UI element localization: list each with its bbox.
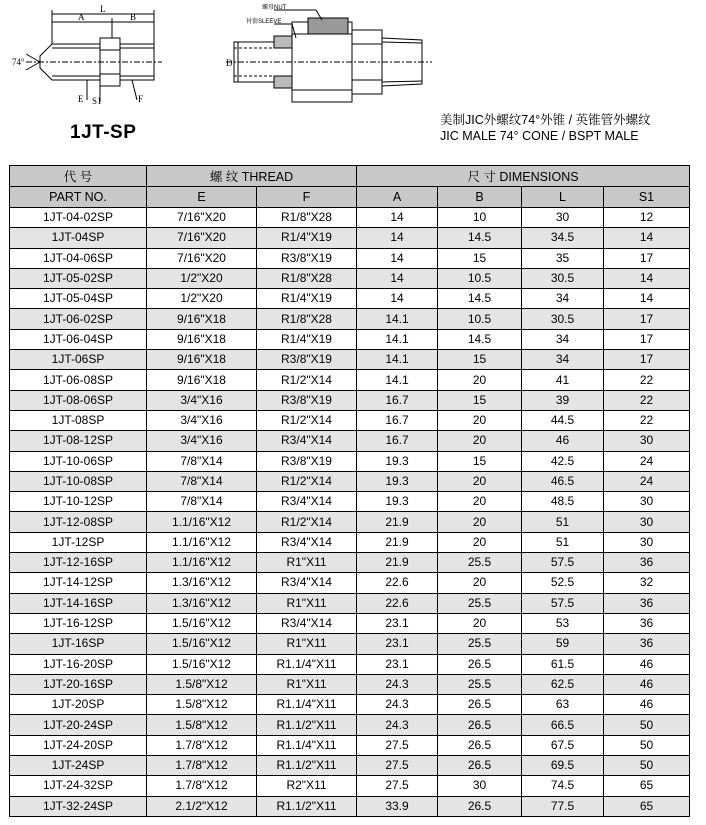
part-code-title: 1JT-SP — [70, 122, 137, 143]
cell-dim-s1: 24 — [604, 451, 690, 471]
cell-thread-f: R1.1/2"X11 — [257, 756, 357, 776]
cell-thread-f: R3/8"X19 — [257, 350, 357, 370]
cell-thread-f: R1"X11 — [257, 634, 357, 654]
cell-thread-e: 9/16"X18 — [147, 350, 257, 370]
header-part-chinese: 代 号 — [10, 166, 147, 187]
table-row — [10, 613, 690, 633]
cell-dim-l: 30.5 — [522, 268, 604, 288]
cell-dim-b: 20 — [438, 512, 522, 532]
table-row — [10, 674, 690, 694]
cell-thread-f: R1/8"X28 — [257, 268, 357, 288]
cell-dim-s1: 17 — [604, 350, 690, 370]
cell-thread-e: 1.5/16"X12 — [147, 654, 257, 674]
cell-dim-b: 25.5 — [438, 593, 522, 613]
cell-thread-f: R1/2"X14 — [257, 471, 357, 491]
cell-dim-s1: 32 — [604, 573, 690, 593]
cell-dim-b: 26.5 — [438, 796, 522, 816]
cell-dim-b: 20 — [438, 573, 522, 593]
table-body — [10, 208, 690, 817]
cell-dim-a: 14 — [357, 289, 438, 309]
cell-dim-a: 14 — [357, 208, 438, 228]
cell-dim-s1: 30 — [604, 532, 690, 552]
cell-part-no: 1JT-24-20SP — [10, 735, 147, 755]
cell-thread-f: R1.1/4"X11 — [257, 695, 357, 715]
cell-thread-f: R3/4"X14 — [257, 532, 357, 552]
cell-dim-l: 51 — [522, 512, 604, 532]
cell-part-no: 1JT-08-06SP — [10, 390, 147, 410]
cell-thread-f: R1.1/4"X11 — [257, 654, 357, 674]
table-row — [10, 309, 690, 329]
cell-thread-e: 7/8"X14 — [147, 471, 257, 491]
cell-dim-s1: 22 — [604, 390, 690, 410]
nut-label: 螺母NUT — [262, 5, 287, 11]
cell-thread-f: R1/8"X28 — [257, 309, 357, 329]
cell-dim-a: 27.5 — [357, 735, 438, 755]
table-row — [10, 451, 690, 471]
cell-part-no: 1JT-06SP — [10, 350, 147, 370]
cell-part-no: 1JT-08-12SP — [10, 431, 147, 451]
cell-thread-f: R3/4"X14 — [257, 492, 357, 512]
cell-part-no: 1JT-06-02SP — [10, 309, 147, 329]
cell-thread-f: R3/8"X19 — [257, 248, 357, 268]
cell-dim-b: 20 — [438, 492, 522, 512]
cell-dim-b: 26.5 — [438, 756, 522, 776]
cell-dim-l: 52.5 — [522, 573, 604, 593]
angle-label: 74° — [12, 57, 25, 67]
table-row — [10, 776, 690, 796]
cell-dim-l: 48.5 — [522, 492, 604, 512]
cell-dim-a: 23.1 — [357, 654, 438, 674]
cell-dim-s1: 30 — [604, 431, 690, 451]
cell-thread-e: 1/2"X20 — [147, 289, 257, 309]
cell-dim-s1: 50 — [604, 735, 690, 755]
cell-thread-f: R1.1/4"X11 — [257, 735, 357, 755]
cell-dim-s1: 14 — [604, 289, 690, 309]
cell-dim-a: 16.7 — [357, 431, 438, 451]
header-dimensions: 尺 寸 DIMENSIONS — [357, 166, 690, 187]
cell-dim-b: 15 — [438, 248, 522, 268]
cell-thread-e: 1.7/8"X12 — [147, 735, 257, 755]
cell-dim-b: 25.5 — [438, 553, 522, 573]
cell-thread-f: R1/4"X19 — [257, 329, 357, 349]
cell-dim-b: 20 — [438, 471, 522, 491]
cell-dim-a: 19.3 — [357, 471, 438, 491]
cell-thread-e: 9/16"X18 — [147, 309, 257, 329]
sleeve-label: 衬套SLEEVE — [246, 19, 282, 25]
cell-dim-a: 21.9 — [357, 553, 438, 573]
cell-part-no: 1JT-05-02SP — [10, 268, 147, 288]
column-header-part-no: PART NO. — [10, 187, 147, 208]
cell-thread-f: R1/2"X14 — [257, 370, 357, 390]
cell-dim-l: 74.5 — [522, 776, 604, 796]
table-row — [10, 390, 690, 410]
cell-dim-s1: 36 — [604, 553, 690, 573]
cell-dim-l: 34 — [522, 289, 604, 309]
cell-part-no: 1JT-24-32SP — [10, 776, 147, 796]
cell-dim-a: 14.1 — [357, 370, 438, 390]
cell-thread-e: 7/8"X14 — [147, 492, 257, 512]
cell-dim-a: 14.1 — [357, 329, 438, 349]
cell-dim-a: 14.1 — [357, 350, 438, 370]
cell-thread-f: R1/4"X19 — [257, 289, 357, 309]
cell-thread-e: 1.1/16"X12 — [147, 512, 257, 532]
cell-thread-e: 1/2"X20 — [147, 268, 257, 288]
column-header-dim-b: B — [438, 187, 522, 208]
cell-dim-a: 14 — [357, 228, 438, 248]
cell-part-no: 1JT-20SP — [10, 695, 147, 715]
cell-thread-f: R3/4"X14 — [257, 613, 357, 633]
cell-dim-b: 14.5 — [438, 289, 522, 309]
cell-dim-l: 77.5 — [522, 796, 604, 816]
cell-thread-e: 7/8"X14 — [147, 451, 257, 471]
cell-dim-s1: 65 — [604, 796, 690, 816]
cell-thread-f: R1/4"X19 — [257, 228, 357, 248]
cell-thread-e: 1.5/8"X12 — [147, 715, 257, 735]
cell-part-no: 1JT-05-04SP — [10, 289, 147, 309]
cell-dim-a: 33.9 — [357, 796, 438, 816]
table-row — [10, 593, 690, 613]
cell-dim-s1: 36 — [604, 593, 690, 613]
cell-dim-s1: 50 — [604, 715, 690, 735]
cell-dim-b: 30 — [438, 776, 522, 796]
cell-dim-l: 51 — [522, 532, 604, 552]
table-row — [10, 471, 690, 491]
description-english: JIC MALE 74° CONE / BSPT MALE — [440, 129, 639, 143]
cell-dim-a: 23.1 — [357, 613, 438, 633]
cell-thread-e: 1.5/8"X12 — [147, 674, 257, 694]
column-header-dim-l: L — [522, 187, 604, 208]
cell-thread-f: R2"X11 — [257, 776, 357, 796]
cell-part-no: 1JT-04-06SP — [10, 248, 147, 268]
table-row — [10, 715, 690, 735]
table-row — [10, 553, 690, 573]
cell-dim-a: 27.5 — [357, 776, 438, 796]
table-row — [10, 350, 690, 370]
cell-dim-l: 46 — [522, 431, 604, 451]
cell-dim-l: 59 — [522, 634, 604, 654]
cell-dim-a: 14.1 — [357, 309, 438, 329]
cell-thread-e: 9/16"X18 — [147, 370, 257, 390]
cell-thread-e: 3/4"X16 — [147, 390, 257, 410]
cell-dim-l: 34 — [522, 329, 604, 349]
cell-dim-l: 35 — [522, 248, 604, 268]
dim-E-label: E — [78, 94, 84, 104]
cell-part-no: 1JT-16SP — [10, 634, 147, 654]
cell-dim-b: 14.5 — [438, 228, 522, 248]
cell-thread-e: 1.7/8"X12 — [147, 756, 257, 776]
cell-dim-b: 26.5 — [438, 654, 522, 674]
cell-dim-a: 14 — [357, 268, 438, 288]
table-row — [10, 268, 690, 288]
table-row — [10, 654, 690, 674]
cell-dim-l: 30 — [522, 208, 604, 228]
cell-dim-b: 10 — [438, 208, 522, 228]
cell-thread-e: 1.3/16"X12 — [147, 593, 257, 613]
cell-dim-a: 21.9 — [357, 532, 438, 552]
cell-thread-e: 3/4"X16 — [147, 431, 257, 451]
cell-part-no: 1JT-12SP — [10, 532, 147, 552]
cell-part-no: 1JT-16-12SP — [10, 613, 147, 633]
table-row — [10, 573, 690, 593]
cell-dim-a: 23.1 — [357, 634, 438, 654]
cell-thread-e: 7/16"X20 — [147, 248, 257, 268]
cell-dim-b: 20 — [438, 532, 522, 552]
cell-dim-s1: 46 — [604, 654, 690, 674]
table-row — [10, 756, 690, 776]
cell-dim-l: 46.5 — [522, 471, 604, 491]
cell-dim-b: 20 — [438, 410, 522, 430]
column-header-thread-f: F — [257, 187, 357, 208]
cell-thread-f: R1"X11 — [257, 593, 357, 613]
cell-dim-l: 61.5 — [522, 654, 604, 674]
cell-thread-e: 2.1/2"X12 — [147, 796, 257, 816]
cell-thread-e: 1.7/8"X12 — [147, 776, 257, 796]
cell-dim-a: 22.6 — [357, 593, 438, 613]
table-row — [10, 289, 690, 309]
cell-dim-s1: 46 — [604, 674, 690, 694]
cell-part-no: 1JT-10-06SP — [10, 451, 147, 471]
cell-dim-s1: 17 — [604, 248, 690, 268]
cell-dim-b: 15 — [438, 350, 522, 370]
cell-dim-s1: 12 — [604, 208, 690, 228]
cell-thread-e: 1.5/16"X12 — [147, 634, 257, 654]
cell-dim-a: 16.7 — [357, 390, 438, 410]
cell-thread-f: R3/4"X14 — [257, 431, 357, 451]
cell-part-no: 1JT-10-12SP — [10, 492, 147, 512]
cell-dim-s1: 46 — [604, 695, 690, 715]
cell-thread-f: R1/2"X14 — [257, 410, 357, 430]
cell-thread-e: 7/16"X20 — [147, 208, 257, 228]
cell-thread-e: 7/16"X20 — [147, 228, 257, 248]
cell-dim-l: 62.5 — [522, 674, 604, 694]
cell-part-no: 1JT-08SP — [10, 410, 147, 430]
cell-dim-l: 34 — [522, 350, 604, 370]
cell-dim-l: 69.5 — [522, 756, 604, 776]
cell-part-no: 1JT-04-02SP — [10, 208, 147, 228]
cell-dim-l: 34.5 — [522, 228, 604, 248]
cell-thread-f: R1.1/2"X11 — [257, 715, 357, 735]
cell-dim-b: 20 — [438, 370, 522, 390]
cell-thread-f: R3/8"X19 — [257, 451, 357, 471]
cell-dim-s1: 36 — [604, 634, 690, 654]
cell-dim-a: 19.3 — [357, 492, 438, 512]
header-row-groups — [10, 166, 690, 187]
table-row — [10, 329, 690, 349]
table-row — [10, 512, 690, 532]
cell-part-no: 1JT-12-16SP — [10, 553, 147, 573]
cell-dim-a: 24.3 — [357, 695, 438, 715]
cell-dim-b: 10.5 — [438, 268, 522, 288]
cell-dim-l: 53 — [522, 613, 604, 633]
cell-thread-f: R3/8"X19 — [257, 390, 357, 410]
cell-part-no: 1JT-14-16SP — [10, 593, 147, 613]
dimensions-table — [9, 165, 690, 817]
cell-part-no: 1JT-06-08SP — [10, 370, 147, 390]
cell-part-no: 1JT-20-16SP — [10, 674, 147, 694]
cell-dim-s1: 17 — [604, 309, 690, 329]
table-row — [10, 370, 690, 390]
cell-dim-l: 30.5 — [522, 309, 604, 329]
cell-dim-l: 66.5 — [522, 715, 604, 735]
cell-dim-a: 21.9 — [357, 512, 438, 532]
cell-dim-l: 57.5 — [522, 593, 604, 613]
header-thread: 螺 纹 THREAD — [147, 166, 357, 187]
cell-thread-e: 3/4"X16 — [147, 410, 257, 430]
cell-dim-a: 22.6 — [357, 573, 438, 593]
cell-dim-b: 15 — [438, 451, 522, 471]
cell-dim-l: 39 — [522, 390, 604, 410]
cell-dim-b: 26.5 — [438, 735, 522, 755]
cell-dim-s1: 36 — [604, 613, 690, 633]
dim-A-label: A — [78, 12, 85, 22]
column-header-dim-s1: S1 — [604, 187, 690, 208]
cell-thread-e: 9/16"X18 — [147, 329, 257, 349]
column-header-dim-a: A — [357, 187, 438, 208]
cell-dim-b: 25.5 — [438, 674, 522, 694]
cell-part-no: 1JT-14-12SP — [10, 573, 147, 593]
cell-dim-a: 16.7 — [357, 410, 438, 430]
cell-dim-b: 20 — [438, 431, 522, 451]
cell-thread-f: R1/8"X28 — [257, 208, 357, 228]
cell-dim-l: 57.5 — [522, 553, 604, 573]
cell-dim-l: 42.5 — [522, 451, 604, 471]
assembly-section-drawing — [226, 4, 436, 109]
table-row — [10, 735, 690, 755]
cell-dim-s1: 65 — [604, 776, 690, 796]
cell-dim-a: 19.3 — [357, 451, 438, 471]
cell-thread-e: 1.1/16"X12 — [147, 532, 257, 552]
cell-dim-a: 24.3 — [357, 715, 438, 735]
table-row — [10, 208, 690, 228]
cell-thread-e: 1.1/16"X12 — [147, 553, 257, 573]
cell-thread-e: 1.5/8"X12 — [147, 695, 257, 715]
cell-part-no: 1JT-16-20SP — [10, 654, 147, 674]
cell-dim-s1: 50 — [604, 756, 690, 776]
cell-part-no: 1JT-20-24SP — [10, 715, 147, 735]
cell-part-no: 1JT-32-24SP — [10, 796, 147, 816]
cell-thread-f: R1/2"X14 — [257, 512, 357, 532]
table-row — [10, 532, 690, 552]
cell-dim-s1: 30 — [604, 512, 690, 532]
cell-part-no: 1JT-24SP — [10, 756, 147, 776]
cell-dim-b: 26.5 — [438, 715, 522, 735]
cell-dim-s1: 22 — [604, 370, 690, 390]
cell-dim-b: 20 — [438, 613, 522, 633]
cell-dim-s1: 30 — [604, 492, 690, 512]
cell-dim-b: 15 — [438, 390, 522, 410]
table-row — [10, 248, 690, 268]
cell-dim-b: 14.5 — [438, 329, 522, 349]
dim-D-label: D — [226, 58, 233, 68]
table-row — [10, 228, 690, 248]
cell-dim-s1: 14 — [604, 228, 690, 248]
table-row — [10, 695, 690, 715]
cell-part-no: 1JT-04SP — [10, 228, 147, 248]
cell-dim-s1: 24 — [604, 471, 690, 491]
cell-dim-a: 24.3 — [357, 674, 438, 694]
dim-L-label: L — [100, 4, 106, 14]
cell-dim-l: 67.5 — [522, 735, 604, 755]
table-row — [10, 431, 690, 451]
cell-dim-s1: 14 — [604, 268, 690, 288]
table-row — [10, 410, 690, 430]
cell-dim-b: 26.5 — [438, 695, 522, 715]
dim-F-label: F — [138, 94, 144, 104]
cell-part-no: 1JT-06-04SP — [10, 329, 147, 349]
cell-part-no: 1JT-10-08SP — [10, 471, 147, 491]
dim-B-label: B — [130, 12, 137, 22]
dim-S1-label: S1 — [92, 96, 102, 106]
cell-dim-b: 25.5 — [438, 634, 522, 654]
header-row-columns — [10, 187, 690, 208]
table-row — [10, 634, 690, 654]
cell-part-no: 1JT-12-08SP — [10, 512, 147, 532]
cell-dim-a: 27.5 — [357, 756, 438, 776]
cell-thread-f: R1"X11 — [257, 674, 357, 694]
cell-dim-l: 63 — [522, 695, 604, 715]
cell-dim-s1: 17 — [604, 329, 690, 349]
cell-thread-e: 1.3/16"X12 — [147, 573, 257, 593]
cell-thread-f: R3/4"X14 — [257, 573, 357, 593]
cell-thread-e: 1.5/16"X12 — [147, 613, 257, 633]
cell-dim-l: 44.5 — [522, 410, 604, 430]
description-chinese: 美制JIC外螺纹74°外锥 / 英锥管外螺纹 — [440, 113, 651, 127]
cell-dim-s1: 22 — [604, 410, 690, 430]
cell-thread-f: R1"X11 — [257, 553, 357, 573]
cell-thread-f: R1.1/2"X11 — [257, 796, 357, 816]
cell-dim-a: 14 — [357, 248, 438, 268]
table-row — [10, 492, 690, 512]
cell-dim-b: 10.5 — [438, 309, 522, 329]
fitting-outline-drawing — [12, 4, 182, 109]
column-header-thread-e: E — [147, 187, 257, 208]
table-row — [10, 796, 690, 816]
cell-dim-l: 41 — [522, 370, 604, 390]
